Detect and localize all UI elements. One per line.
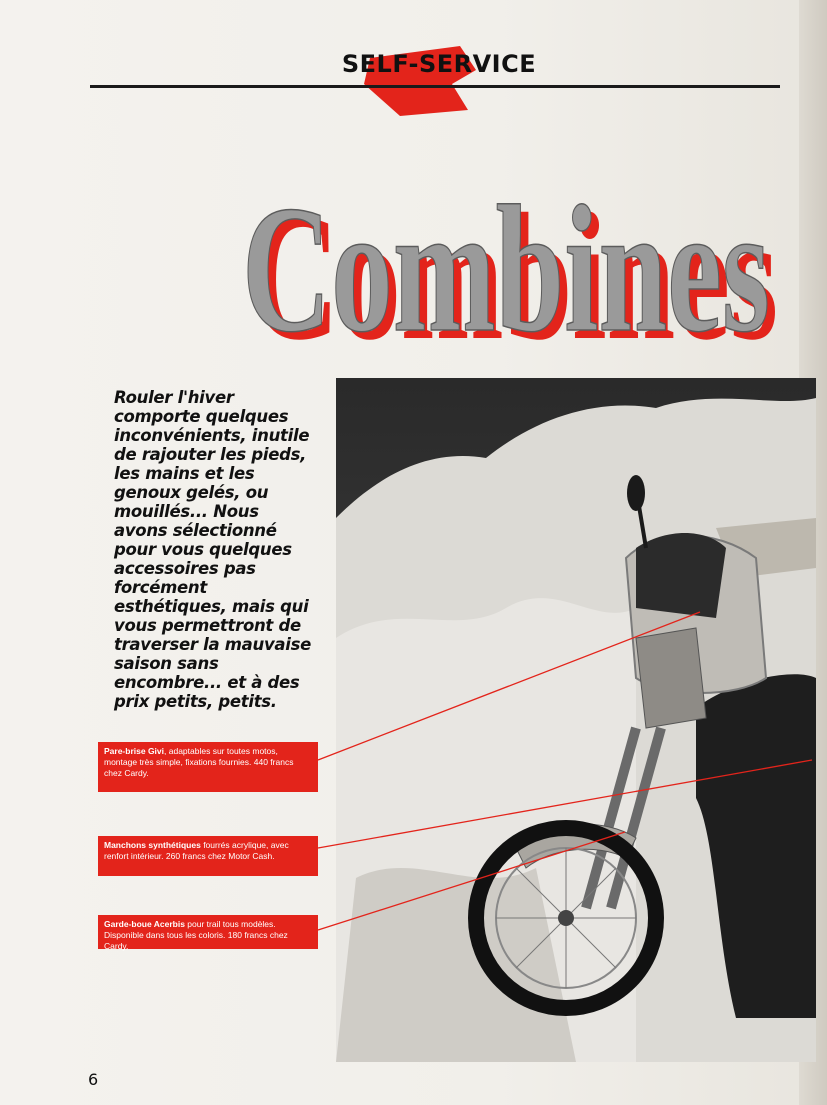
motorcycle-snow-photo bbox=[336, 378, 816, 1062]
callout-muffs-name: Manchons synthétiques bbox=[104, 840, 201, 850]
callout-mudguard bbox=[98, 915, 318, 949]
callout-handlebar-muffs bbox=[98, 836, 318, 876]
photo-illustration bbox=[336, 378, 816, 1062]
page-title bbox=[230, 148, 790, 368]
page-number: 6 bbox=[88, 1070, 99, 1089]
snow-shadow bbox=[336, 868, 576, 1062]
wheel-hub bbox=[558, 910, 574, 926]
callout-mudguard-name: Garde-boue Acerbis bbox=[104, 919, 185, 929]
callout-mudguard-text: pour trail tous modèles. Disponible dans tous les coloris. 180 francs chez Cardy. bbox=[104, 919, 288, 951]
handlebar-muff bbox=[636, 533, 726, 618]
callout-windshield bbox=[98, 742, 318, 792]
title-graphic bbox=[230, 148, 790, 368]
callout-windshield-text: , adaptables sur toutes motos, montage très simple, fixations fournies. 440 francs chez Cardy. bbox=[104, 746, 294, 778]
section-label: SELF-SERVICE bbox=[341, 50, 537, 78]
headlight-fairing bbox=[636, 628, 706, 728]
bleed-through-text-left bbox=[92, 142, 232, 392]
title-text: Combines bbox=[242, 169, 770, 368]
header-rule bbox=[90, 85, 780, 88]
callout-muffs-text: fourrés acrylique, avec renfort intérieur. 260 francs chez Motor Cash. bbox=[104, 840, 289, 861]
title-shadow: Combines bbox=[250, 177, 778, 368]
intro-paragraph: Rouler l'hiver comporte quelques inconvénients, inutile de rajouter les pieds, les mains et les genoux gelés, ou mouillés... Nous avons sélectionné pour vous quelques accessoires pas forcément esthétiques, mais qui vous permettront de traverser la mauvaise saison sans encombre... et à des prix petits, petits. bbox=[114, 388, 312, 711]
callout-windshield-name: Pare-brise Givi bbox=[104, 746, 165, 756]
mirror bbox=[627, 475, 645, 511]
